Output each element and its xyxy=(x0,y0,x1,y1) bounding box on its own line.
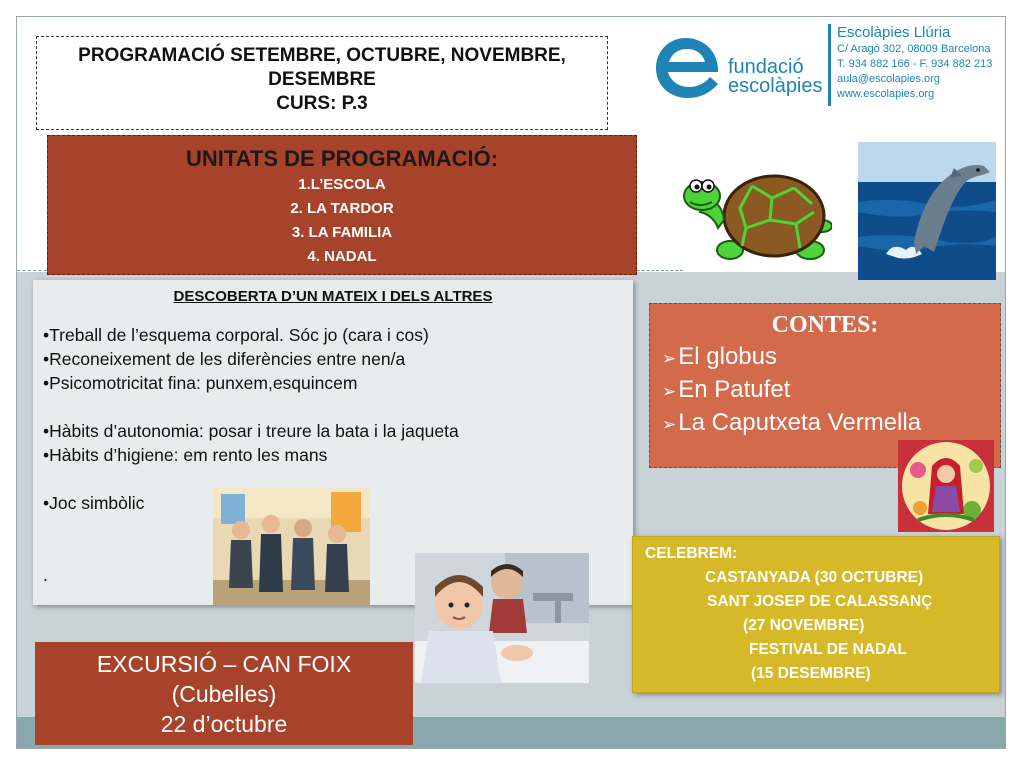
program-title-line1: PROGRAMACIÓ SETEMBRE, OCTUBRE, NOVEMBRE, xyxy=(78,45,566,66)
discovery-trailing-dot: . xyxy=(43,565,48,585)
little-red-riding-hood-illustration xyxy=(898,440,994,532)
arrow-bullet-icon: ➢ xyxy=(662,415,677,434)
arrow-bullet-icon: ➢ xyxy=(662,349,677,368)
celebration-festival-date: (15 DESEMBRE) xyxy=(751,665,871,682)
logo-wordmark xyxy=(728,58,823,96)
school-phones: T. 934 882 166 - F. 934 882 213 xyxy=(837,58,993,70)
celebration-sant-josep: SANT JOSEP DE CALASSANÇ xyxy=(707,593,933,610)
excursion-box xyxy=(35,642,413,745)
arrow-bullet-icon: ➢ xyxy=(662,382,677,401)
discovery-bullet: •Treball de l’esquema corporal. Sóc jo (cara i cos) xyxy=(43,325,429,345)
excursion-title: EXCURSIÓ – CAN FOIX xyxy=(96,651,352,677)
story-item xyxy=(650,341,1000,374)
school-address-block xyxy=(837,24,992,102)
celebration-festival: FESTIVAL DE NADAL xyxy=(749,641,907,658)
logo-word-escolapies: escolàpies xyxy=(728,75,823,97)
discovery-bullet: •Joc simbòlic xyxy=(43,493,145,513)
school-website[interactable]: www.escolapies.org xyxy=(837,88,935,100)
unit-item: 3. LA FAMILIA xyxy=(291,224,393,241)
stories-title: CONTES: xyxy=(771,312,879,338)
turtle-illustration xyxy=(682,158,832,270)
discovery-bullet: •Hàbits d’higiene: em rento les mans xyxy=(43,445,328,465)
school-email[interactable]: aula@escolapies.org xyxy=(837,73,940,85)
story-item xyxy=(650,374,1000,407)
dashed-divider xyxy=(17,270,47,271)
children-classroom-photo xyxy=(213,488,370,606)
dashed-divider xyxy=(637,270,683,271)
celebrations-box xyxy=(632,536,1000,693)
school-address: C/ Aragó 302, 08009 Barcelona xyxy=(837,43,991,55)
logo-word-fundacio: fundació xyxy=(728,56,804,78)
units-box xyxy=(47,135,637,275)
dolphin-photo xyxy=(858,142,996,280)
celebrations-label: CELEBREM: xyxy=(645,545,738,562)
celebration-sant-josep-date: (27 NOVEMBRE) xyxy=(743,617,865,634)
discovery-bullet: •Reconeixement de les diferències entre nen/a xyxy=(43,349,406,369)
logo-divider xyxy=(828,24,831,106)
discovery-bullet: •Hàbits d’autonomia: posar i treure la bata i la jaqueta xyxy=(43,421,459,441)
unit-item: 2. LA TARDOR xyxy=(290,200,394,217)
discovery-title: DESCOBERTA D’UN MATEIX I DELS ALTRES xyxy=(173,288,493,305)
story-label: En Patufet xyxy=(678,376,791,403)
program-title-box xyxy=(36,36,608,130)
program-title-line2: DESEMBRE xyxy=(268,69,376,90)
hand-washing-photo xyxy=(415,553,589,683)
excursion-location: (Cubelles) xyxy=(171,681,277,707)
discovery-bullet: •Psicomotricitat fina: punxem,esquincem xyxy=(43,373,358,393)
celebration-castanyada: CASTANYADA (30 OCTUBRE) xyxy=(705,569,924,586)
story-label: El globus xyxy=(678,343,777,370)
unit-item: 1.L’ESCOLA xyxy=(298,176,386,193)
story-item xyxy=(650,407,1000,440)
school-name: Escolàpies Llúria xyxy=(837,24,951,41)
excursion-date: 22 d’octubre xyxy=(160,711,288,737)
course-label: CURS: P.3 xyxy=(276,93,368,114)
units-title: UNITATS DE PROGRAMACIÓ: xyxy=(185,146,499,171)
story-label: La Caputxeta Vermella xyxy=(678,409,922,436)
unit-item: 4. NADAL xyxy=(307,248,377,265)
